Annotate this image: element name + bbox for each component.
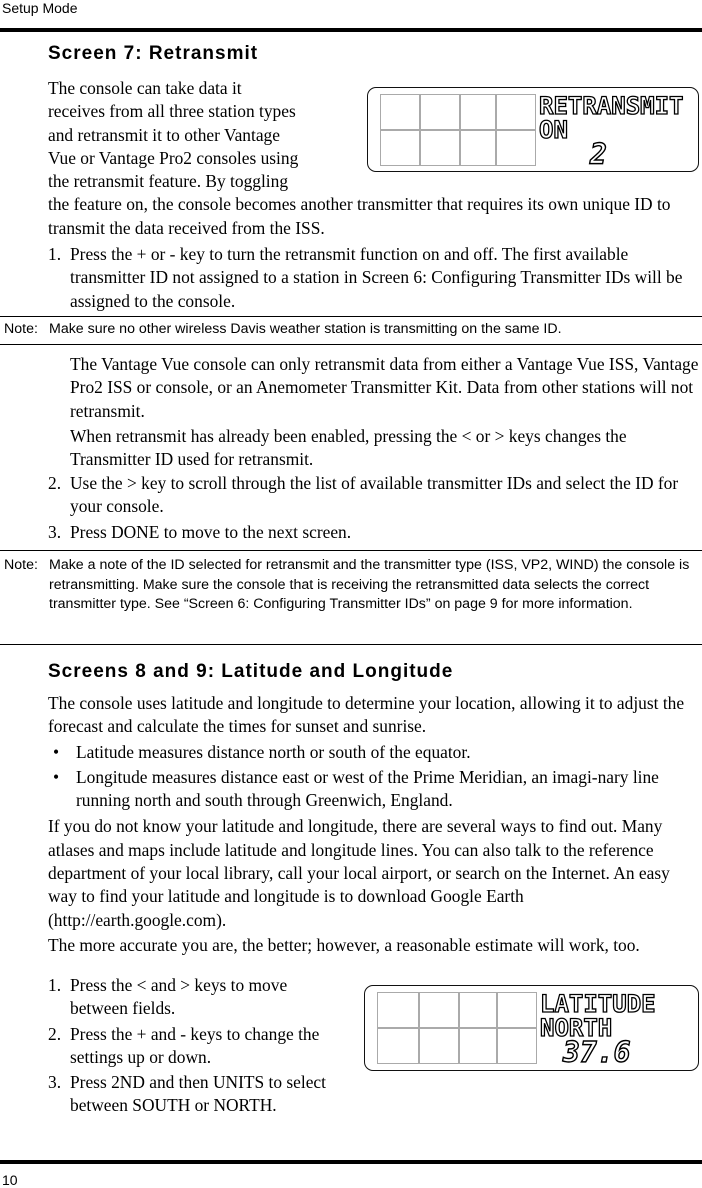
- para-retransmit-enabled: When retransmit has already been enabled, pressing the < or > keys changes the Transmitter ID used for retransmit.: [70, 425, 627, 470]
- note-rule-top: [0, 316, 702, 317]
- para-find-location: If you do not know your latitude and longitude, there are several ways to find out. Many atlases and maps include latitude and longitude lines. You can also talk to the reference department of your local library, call your local airport, or search on the Internet. An easy way to find your latitude and longitude is to download Google Earth (http://earth.google.com).: [48, 816, 670, 930]
- note-transmitter-type: Note: Make a note of the ID selected for retransmit and the transmitter type (ISS, VP2, WIND) the console is retransmitting. Make sure the console that is receiving the retransmitted data selects the correct transmitter type. See “Screen 6: Configuring Transmitter IDs” on page 9 for more information.: [4, 557, 690, 613]
- lcd-value: 2: [590, 138, 607, 171]
- running-header: Setup Mode: [2, 0, 78, 16]
- para-accuracy: The more accurate you are, the better; however, a reasonable estimate will work, too.: [48, 934, 640, 955]
- section-title-latitude-longitude: Screens 8 and 9: Latitude and Longitude: [48, 661, 454, 682]
- lcd-retransmit-display: [367, 87, 699, 172]
- lcd-value: 37.6: [563, 1036, 631, 1069]
- retransmit-step-1: 1. Press the + or - key to turn the retransmit function on and off. The first available transmitter ID not assigned to a station in Screen 6: Configuring Transmitter IDs will be assigned to the console.: [48, 244, 683, 311]
- note2-rule-top: [0, 550, 702, 551]
- retransmit-intro: The console can take data it receives from all three station types and retransmit it to other Vantage Vue or Vantage Pro2 consoles using the retransmit feature. By toggling the feature on, the console becomes another transmitter that requires its own unique ID to transmit the data received from the ISS. 1. Press the + or - key to turn the retransmit function on and off. The first available transmitter ID not assigned to a station in Screen 6: Configuring Transmitter IDs will be assigned to the console.: [48, 77, 698, 313]
- footer-rule: [0, 1160, 702, 1164]
- header-rule: [0, 28, 702, 32]
- retransmit-step-3: 3. Press DONE to move to the next screen.: [48, 521, 352, 542]
- retransmit-steps: [48, 472, 698, 544]
- para-vue-compat: The Vantage Vue console can only retransmit data from either a Vantage Vue ISS, Vantage Pro2 ISS or console, or an Anemometer Transmitter Kit. Data from other stations will not retransmit.: [70, 354, 699, 421]
- lcd-latitude-display: [364, 985, 699, 1071]
- page-number: 10: [2, 1172, 18, 1188]
- lcd-line-1: LATITUDE: [540, 990, 656, 1018]
- note-rule-bottom: [0, 344, 702, 345]
- latlong-step-3: 3. Press 2ND and then UNITS to select between SOUTH or NORTH.: [48, 1072, 326, 1116]
- lcd-line-2: ON: [539, 116, 568, 144]
- lcd-line-1: RETRANSMIT: [539, 92, 684, 120]
- latlong-step-2: 2. Press the + and - keys to change the settings up or down.: [48, 1023, 320, 1067]
- latlong-step-1: 1. Press the < and > keys to move between fields.: [48, 975, 288, 1019]
- retransmit-step-2: 2. Use the > key to scroll through the list of available transmitter IDs and select the ID for your console.: [48, 473, 679, 517]
- lcd-line-2: NORTH: [540, 1014, 613, 1042]
- note-same-id: Note: Make sure no other wireless Davis weather station is transmitting on the same ID.: [4, 321, 562, 337]
- bullet-latitude: • Latitude measures distance north or south of the equator.: [53, 741, 471, 762]
- retransmit-details: [70, 353, 700, 471]
- bullet-longitude: • Longitude measures distance east or west of the Prime Meridian, an imagi-nary line running north and south through Greenwich, England.: [53, 766, 659, 811]
- retransmit-intro-wrapped: The console can take data it receives from all three station types and retransmit it to other Vantage Vue or Vantage Pro2 consoles using the retransmit feature. By toggling: [48, 78, 299, 192]
- note2-rule-bottom: [0, 644, 702, 645]
- latlong-steps: [48, 974, 338, 1118]
- latlong-body: The console uses latitude and longitude to determine your location, allowing it to adjust the forecast and calculate the times for sunset and sunrise. • Latitude measures distance north or south of the equator. • Longitude measures distance east or west of the Prime Meridian, an imagi-nary line running north and south through Greenwich, England. If you do not know your latitude and longitude, there are several ways to find out. Many atlases and maps include latitude and longitude lines. You can also talk to the reference department of your local library, call your local airport, or search on the Internet. An easy way to find your latitude and longitude is to download Google Earth (http://earth.google.com). The more accurate you are, the better; however, a reasonable estimate will work, too.: [48, 692, 698, 957]
- section-title-retransmit: Screen 7: Retransmit: [48, 43, 259, 64]
